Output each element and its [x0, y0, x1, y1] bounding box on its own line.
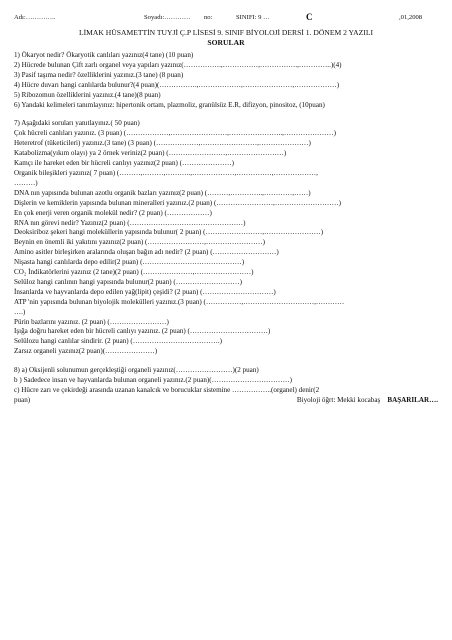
teacher-signature: [297, 396, 438, 406]
question-4: 4) Hücre duvarı hangi canlılarda bulunur?(4 puan)(…………….,………………,…………………,………………): [14, 80, 340, 89]
question-3: 3) Pasif taşıma nedir? özelliklerini yazınız.(3 tane) (8 puan): [14, 70, 184, 79]
q7-item: Kamçı ile hareket eden bir hücreli canlıyı yazınız(2 puan) (…………………): [14, 159, 235, 168]
spacer: [14, 357, 438, 366]
exam-title: [0, 28, 452, 48]
question-7-intro: 7) Aşağıdaki soruları yanıtlayınız.( 50 puan): [14, 119, 140, 128]
q7-item: Nişasta hangi canlılarda depo edilir(2 puan) (……………………………………): [14, 258, 245, 267]
q7-item: RNA nın görevi nedir? Yazınız(2 puan) (…………………………………………): [14, 218, 246, 227]
q7-item: Katabolizma(yıkım olayı) ya 2 örnek veriniz(2 puan) (……………………,……………………): [14, 149, 287, 158]
question-5: 5) Ribozomun özelliklerini yazınız.(4 tane)(8 puan): [14, 90, 161, 99]
date-field: ,01,2008: [399, 14, 423, 21]
q7-item: ………): [14, 178, 38, 187]
number-field: no:: [204, 14, 213, 21]
closing-wish: BAŞARILAR….: [387, 395, 438, 404]
signature-line: [14, 396, 438, 406]
surname-field: Soyadı:…………: [144, 14, 191, 21]
group-letter: C: [306, 12, 313, 22]
q7-item: Heteretrof (tüketicileri) yazınız.(3 tane) (3 puan) (………………,……………………,…………………): [14, 139, 311, 148]
q7-item: Amino asitler birleşirken aralarında oluşan bağın adı nedir? (2 puan) (………………………): [14, 248, 279, 257]
q7-item: Çok hücreli canlıları yazınız. (3 puan) (………………,……………………,…………………..,…………………): [14, 129, 336, 138]
q7-item: Dişlerin ve kemiklerin yapısında bulunan mineralleri yazınız.(2 puan) (……………………,………………………): [14, 198, 342, 207]
q7-item: CO₂ İndikatörlerini yazınız (2 tane)(2 puan) (…………………,……………………): [14, 268, 254, 277]
questions-heading: SORULAR: [207, 38, 245, 47]
q7-item: Deoksiriboz şekeri hangi moleküllerin yapısında bulunur( 2 puan) (……………………,……………………): [14, 228, 324, 237]
question-8b: b ) Sadedece insan ve hayvanlarda bulunan organeli yazınız.(2 puan)(……………………………): [14, 376, 293, 385]
q7-item: ….): [14, 307, 26, 316]
question-8c-tail: puan): [14, 395, 31, 404]
q7-item: Beynin en önemli iki yakıtını yazınız(2 puan) (……………………,……………………): [14, 238, 266, 247]
q7-item: En çok enerji veren organik molekül nedir? (2 puan) (………………): [14, 208, 212, 217]
question-6: 6) Yandaki kelimeleri tanımlayınız: hipertonik ortam, plazmoliz, granülsüz E.R, difizyon, pinositoz, (10puan): [14, 100, 325, 109]
class-field: SINIFI: 9 …: [236, 14, 270, 21]
question-2: 2) Hücrede bulunan Çift zarlı organel veya yapıları yazınız(…………….,……………,…………….,…………..)(4): [14, 60, 342, 69]
question-1: 1) Ökaryot nedir? Ökaryotik canlıları yazınız(4 tane) (10 puan): [14, 51, 194, 59]
school-course-title: LİMAK HÜSAMETTİN TUYJİ Ç.P LİSESİ 9. SINIF BİYOLOJİ DERSİ 1. DÖNEM 2 YAZILI: [79, 28, 373, 37]
q7-item: Organik bileşikleri yazınız( 7 puan) (………,………,………..,………………,……………,………………,: [14, 168, 318, 177]
q7-item: ATP 'nin yapısında bulunan biyolojik molekülleri yazınız.(3 puan) (……………,…………………………,…………: [14, 297, 345, 306]
q7-item: Selülozu hangi canlılar sindirir. (2 puan) (……………………………….): [14, 337, 223, 346]
q7-item: Işığa doğru hareket eden bir hücreli canlıyı yazınız. (2 puan) (……………………………): [14, 327, 271, 336]
q7-item: Selüloz hangi canlının hangi yapısında bulunur(2 puan) (………………………): [14, 277, 242, 286]
student-info-header: [14, 14, 438, 26]
exam-body: [14, 51, 438, 406]
q7-item: Pürin bazlarını yazınız. (2 puan) (……………………): [14, 317, 169, 326]
question-8a: 8) a) Oksijenli solunumun gerçekleştiği organeli yazınız(……………………)(2 puan): [14, 366, 259, 375]
question-8c: c) Hücre zarı ve çekirdeği arasında uzanan kanalcık ve borucuklar sistemine ……………..(organel) denir(2: [14, 386, 320, 394]
q7-item: DNA nın yapısında bulunan azotlu organik bazları yazınız(2 puan) (………,…………..,…………,……): [14, 188, 311, 197]
spacer: [14, 110, 438, 119]
q7-item: Zarsız organeli yazınız(2 puan)(…………………): [14, 347, 158, 356]
name-field: Adı:…………..: [14, 14, 56, 21]
q7-item: İnsanlarda ve hayvanlarda depo edilen yağ(lipit) çeşidi? (2 puan) (…………………………): [14, 287, 276, 296]
teacher-name: Biyoloji öğrt: Mekki kocabaş: [296, 395, 381, 404]
